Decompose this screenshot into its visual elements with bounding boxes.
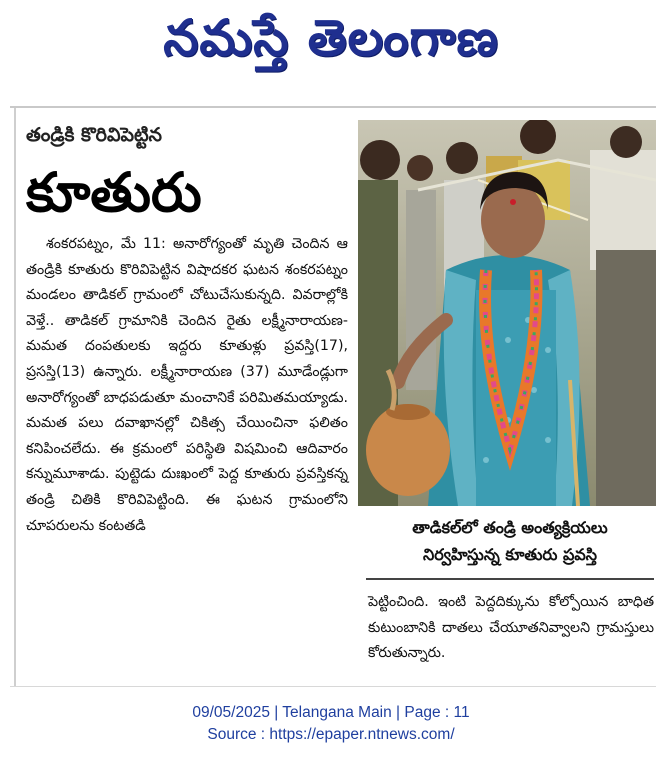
photo-caption (366, 514, 654, 568)
clip-bottom-border (10, 686, 656, 687)
clip-left-border (14, 108, 16, 686)
caption-line: తాడికల్‌లో తండ్రి అంత్యక్రియలు (412, 518, 608, 537)
article-body (26, 232, 348, 539)
caption-line: నిర్వహిస్తున్న కూతురు ప్రవస్తి (422, 545, 597, 564)
source-link[interactable]: Source : https://epaper.ntnews.com/ (207, 726, 455, 743)
photo-illustration (358, 120, 656, 506)
article-body-paragraph: శంకరపట్నం, మే 11: అనారోగ్యంతో మృతి చెందిన ఆ తండ్రికి కూతురు కొరివిపెట్టిన విషాదకర ఘటన శంకరపట్నం మండలం తాడికల్ గ్రామంలో చోటుచేసుకున్నది. వివరాల్లోకి వెళ్తే.. తాడికల్ గ్రామానికి చెందిన రైతు లక్ష్మీనారాయణ- మమత దంపతులకు ఇద్దరు కూతుళ్లు ప్రవస్తి(17), ప్రసస్తి(13) ఉన్నారు. లక్ష్మీనారాయణ (37) మూడేండ్లుగా అనారోగ్యంతో బాధపడుతూ మంచానికే పరిమితమయ్యాడు. మమత పలు దవాఖానల్లో చికిత్స చేయించినా ఫలితం కనిపించలేదు. ఈ క్రమంలో పరిస్థితి విషమించి ఆదివారం కన్నుమూశాడు. పుట్టెడు దుఃఖంలో పెద్ద కూతురు ప్రవస్తికన్న తండ్రి చితికి కొరివిపెట్టింది. ఈ ఘటన గ్రామంలోని చూపరులను కంటతడి (26, 236, 348, 534)
funeral-photo (358, 120, 656, 506)
article-continuation: పెట్టించింది. ఇంటి పెద్దదిక్కును కోల్పోయిన బాధిత కుటుంబానికి దాతలు చేయూతనివ్వాలని గ్రామస్తులు కోరుతున్నారు. (368, 594, 654, 662)
masthead (0, 0, 662, 88)
source-footer (0, 702, 662, 746)
article-headline: కూతురు (26, 161, 202, 224)
caption-divider (366, 578, 654, 580)
clip-top-border (10, 106, 656, 108)
edition-info: 09/05/2025 | Telangana Main | Page : 11 (192, 704, 470, 721)
newspaper-title: నమస్తే తెలంగాణ (163, 8, 499, 67)
article-kicker: తండ్రికి కొరివిపెట్టిన (26, 124, 162, 146)
